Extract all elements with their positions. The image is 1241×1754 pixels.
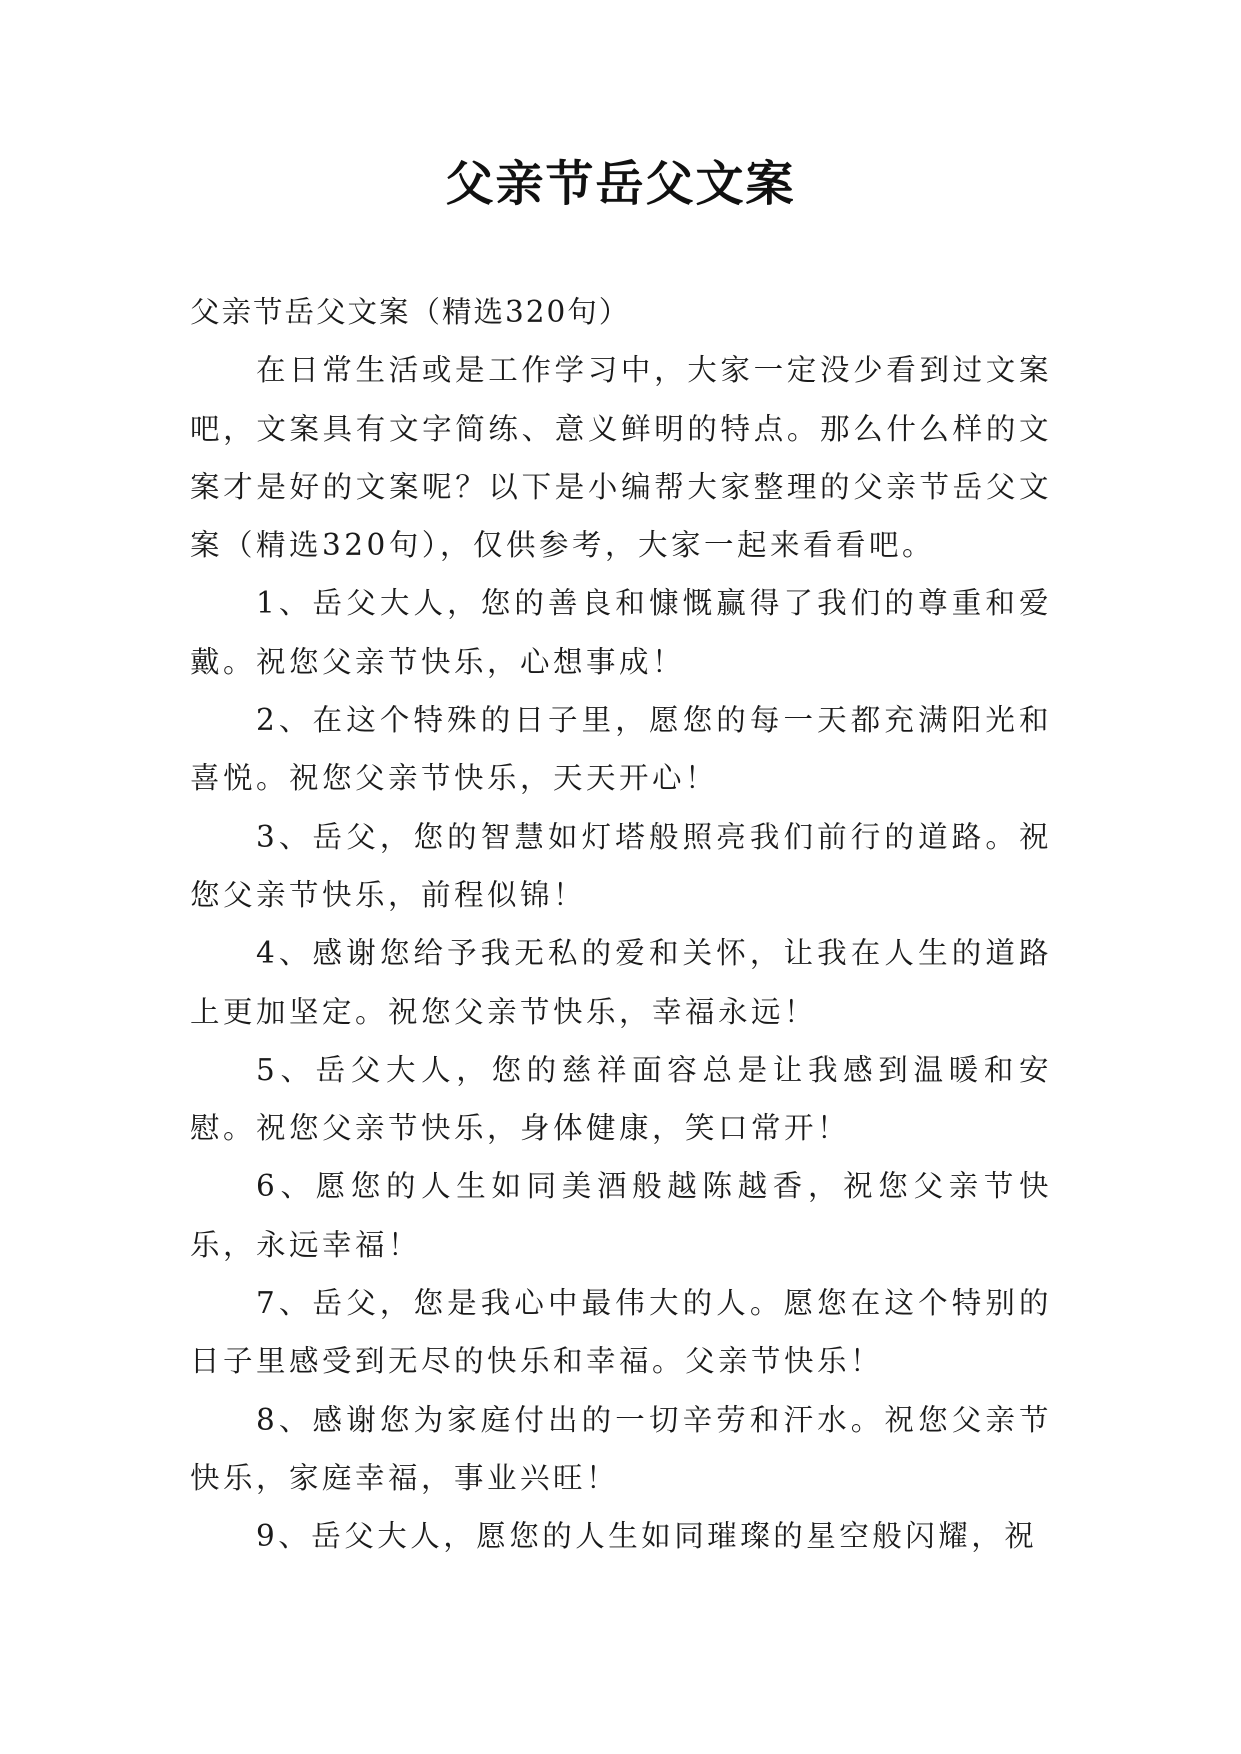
- document-body: [190, 283, 1052, 1566]
- list-item: 9、岳父大人，愿您的人生如同璀璨的星空般闪耀，祝: [256, 1519, 1038, 1554]
- list-item: 3、岳父，您的智慧如灯塔般照亮我们前行的道路。祝您父亲节快乐，前程似锦！: [190, 819, 1052, 912]
- list-item: 7、岳父，您是我心中最伟大的人。愿您在这个特别的日子里感受到无尽的快乐和幸福。父亲节快乐！: [190, 1286, 1052, 1379]
- intro-paragraph: 在日常生活或是工作学习中，大家一定没少看到过文案吧，文案具有文字简练、意义鲜明的特点。那么什么样的文案才是好的文案呢？以下是小编帮大家整理的父亲节岳父文案（精选320句），仅供参考，大家一起来看看吧。: [190, 353, 1052, 563]
- list-item: 8、感谢您为家庭付出的一切辛劳和汗水。祝您父亲节快乐，家庭幸福，事业兴旺！: [190, 1402, 1052, 1495]
- list-item: 6、愿您的人生如同美酒般越陈越香，祝您父亲节快乐，永远幸福！: [190, 1169, 1052, 1262]
- list-item: 4、感谢您给予我无私的爱和关怀，让我在人生的道路上更加坚定。祝您父亲节快乐，幸福永远！: [190, 936, 1052, 1029]
- document-subtitle: 父亲节岳父文案（精选320句）: [190, 295, 631, 329]
- list-item: 5、岳父大人，您的慈祥面容总是让我感到温暖和安慰。祝您父亲节快乐，身体健康，笑口常开！: [190, 1052, 1052, 1146]
- document-title: 父亲节岳父文案: [445, 156, 796, 212]
- list-item: 2、在这个特殊的日子里，愿您的每一天都充满阳光和喜悦。祝您父亲节快乐，天天开心！: [190, 703, 1052, 796]
- list-item: 1、岳父大人，您的善良和慷慨赢得了我们的尊重和爱戴。祝您父亲节快乐，心想事成！: [190, 586, 1052, 679]
